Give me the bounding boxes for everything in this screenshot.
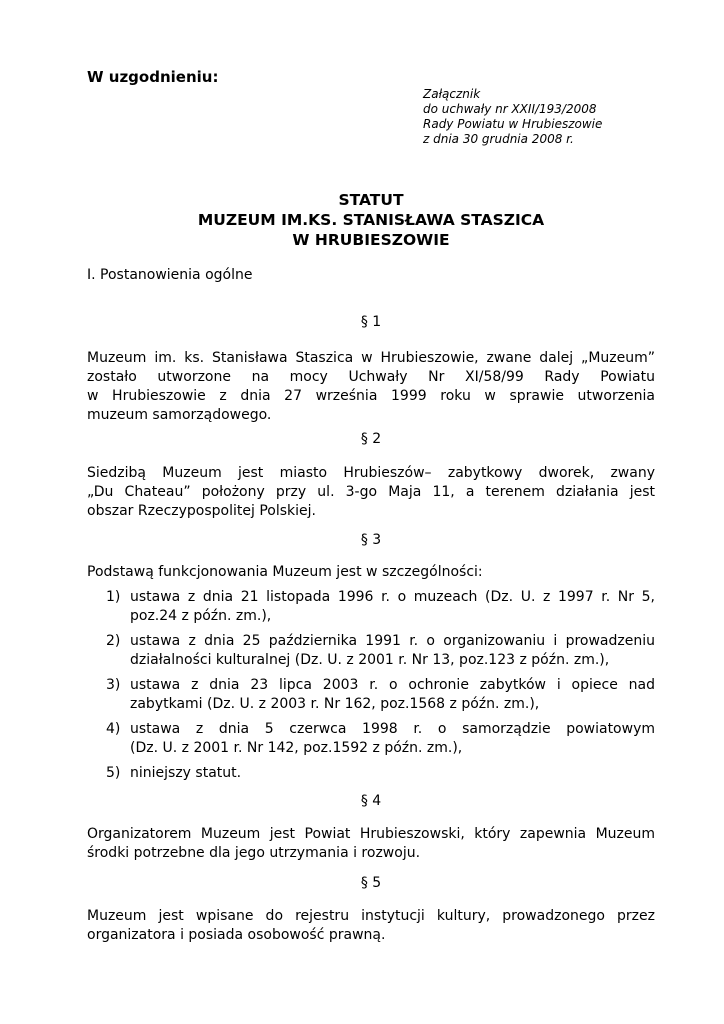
list-item <box>87 720 655 758</box>
paragraph-mark-1: § 1 <box>360 314 382 330</box>
paragraph-mark-5: § 5 <box>360 875 382 891</box>
list-item <box>87 588 655 626</box>
text-line: środki potrzebne dla jego utrzymania i rozwoju. <box>87 845 421 861</box>
list-item-number: 5) <box>106 765 121 781</box>
annex-line: Rady Powiatu w Hrubieszowie <box>423 117 603 131</box>
annex-note <box>423 87 602 147</box>
annex-line: z dnia 30 grudnia 2008 r. <box>423 132 574 146</box>
text-line: ustawa z dnia 23 lipca 2003 r. o ochronie zabytków i opiece nad <box>130 677 655 693</box>
text-line: Muzeum im. ks. Stanisława Staszica w Hrubieszowie, zwane dalej „Muzeum” <box>87 350 655 366</box>
paragraph-1-text <box>87 349 655 425</box>
text-line: poz.24 z późn. zm.), <box>130 608 272 624</box>
legal-basis-list <box>87 588 655 789</box>
text-line: działalności kulturalnej (Dz. U. z 2001 r. Nr 13, poz.123 z późn. zm.), <box>130 652 610 668</box>
text-line: Organizatorem Muzeum jest Powiat Hrubieszowski, który zapewnia Muzeum <box>87 826 655 842</box>
text-line: obszar Rzeczypospolitej Polskiej. <box>87 503 316 519</box>
text-line: muzeum samorządowego. <box>87 407 272 423</box>
paragraph-5-text <box>87 907 655 945</box>
list-item-number: 1) <box>106 589 121 605</box>
text-line: ustawa z dnia 5 czerwca 1998 r. o samorządzie powiatowym <box>130 721 655 737</box>
document-title <box>87 190 655 250</box>
text-line: Podstawą funkcjonowania Muzeum jest w szczególności: <box>87 564 483 580</box>
paragraph-mark-2: § 2 <box>360 431 382 447</box>
paragraph-mark-4: § 4 <box>360 793 382 809</box>
agreement-label: W uzgodnieniu: <box>87 68 219 86</box>
text-line: zostało utworzone na mocy Uchwały Nr XI/58/99 Rady Powiatu <box>87 369 655 385</box>
list-item <box>87 632 655 670</box>
title-line: W HRUBIESZOWIE <box>292 231 450 249</box>
list-item-number: 2) <box>106 633 121 649</box>
text-line: w Hrubieszowie z dnia 27 września 1999 roku w sprawie utworzenia <box>87 388 655 404</box>
annex-line: Załącznik <box>423 87 481 101</box>
section-heading: I. Postanowienia ogólne <box>87 267 253 283</box>
text-line: Muzeum jest wpisane do rejestru instytucji kultury, prowadzonego przez <box>87 908 655 924</box>
text-line: „Du Chateau” położony przy ul. 3-go Maja 11, a terenem działania jest <box>87 484 655 500</box>
text-line: zabytkami (Dz. U. z 2003 r. Nr 162, poz.1568 z późn. zm.), <box>130 696 540 712</box>
annex-line: do uchwały nr XXII/193/2008 <box>423 102 597 116</box>
list-item <box>87 764 655 783</box>
list-item-number: 3) <box>106 677 121 693</box>
text-line: organizatora i posiada osobowość prawną. <box>87 927 386 943</box>
list-item-number: 4) <box>106 721 121 737</box>
text-line: (Dz. U. z 2001 r. Nr 142, poz.1592 z późn. zm.), <box>130 740 463 756</box>
text-line: ustawa z dnia 25 października 1991 r. o organizowaniu i prowadzeniu <box>130 633 655 649</box>
paragraph-mark-3: § 3 <box>360 532 382 548</box>
list-item <box>87 676 655 714</box>
title-line: MUZEUM IM.KS. STANISŁAWA STASZICA <box>197 211 545 229</box>
paragraph-4-text <box>87 825 655 863</box>
paragraph-2-text <box>87 464 655 521</box>
text-line: niniejszy statut. <box>130 765 242 781</box>
title-line: STATUT <box>338 191 404 209</box>
text-line: ustawa z dnia 21 listopada 1996 r. o muzeach (Dz. U. z 1997 r. Nr 5, <box>130 589 655 605</box>
text-line: Siedzibą Muzeum jest miasto Hrubieszów– zabytkowy dworek, zwany <box>87 465 655 481</box>
paragraph-3-text <box>87 563 655 582</box>
